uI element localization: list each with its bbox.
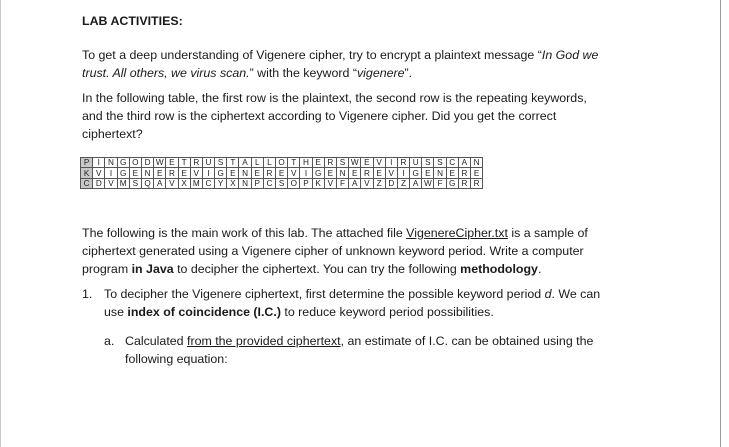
- keyword-cell: V: [288, 168, 300, 178]
- keyword-cell: N: [141, 168, 153, 178]
- plaintext-cell: S: [215, 158, 227, 168]
- plaintext-cell: T: [288, 158, 300, 168]
- keyword-cell: N: [336, 168, 348, 178]
- ciphertext-cell: C: [202, 178, 214, 188]
- plaintext-cell: O: [276, 158, 288, 168]
- ciphertext-cell: W: [422, 178, 434, 188]
- keyword-cell: R: [166, 168, 178, 178]
- ciphertext-cell: M: [190, 178, 202, 188]
- plaintext-cell: V: [373, 158, 385, 168]
- ciphertext-cell: Z: [397, 178, 409, 188]
- sub-item-letter-a: a.: [104, 334, 115, 348]
- ciphertext-cell: Y: [215, 178, 227, 188]
- ciphertext-cell: D: [385, 178, 397, 188]
- plaintext-message-part2: trust. All others, we virus scan.: [82, 66, 250, 80]
- plaintext-cell: D: [141, 158, 153, 168]
- main-work-line-2: ciphertext generated using a Vigenere cipher of unknown keyword period. Write a computer: [82, 244, 584, 258]
- plaintext-cell: N: [105, 158, 117, 168]
- plaintext-cell: O: [129, 158, 141, 168]
- plaintext-cell: A: [239, 158, 251, 168]
- ciphertext-cell: F: [336, 178, 348, 188]
- keyword-cell: I: [300, 168, 312, 178]
- page-right-edge: [720, 0, 721, 447]
- intro-text: To get a deep understanding of Vigenere cipher, try to encrypt a plaintext message “: [82, 48, 542, 62]
- section-heading: LAB ACTIVITIES:: [82, 14, 183, 28]
- plaintext-cell: S: [336, 158, 348, 168]
- plaintext-cell: I: [385, 158, 397, 168]
- keyword-text: vigenere: [356, 66, 405, 80]
- ciphertext-cell: V: [324, 178, 336, 188]
- list-item-1: [104, 285, 600, 321]
- plaintext-row: [81, 158, 483, 168]
- sub-item-a: [125, 332, 593, 368]
- main-work-text-2: is a sample of: [507, 226, 588, 240]
- in-java-emphasis: in Java: [131, 262, 174, 276]
- ciphertext-cell: N: [239, 178, 251, 188]
- keyword-cell: R: [361, 168, 373, 178]
- keyword-cell: E: [422, 168, 434, 178]
- keyword-cell: G: [117, 168, 129, 178]
- ciphertext-cell: Q: [141, 178, 153, 188]
- plaintext-cell: T: [227, 158, 239, 168]
- main-work-line-3: program: [82, 262, 132, 276]
- file-link[interactable]: VigenereCipher.txt: [406, 226, 508, 240]
- ic-emphasis: index of coincidence (I.C.): [127, 305, 281, 319]
- main-work-line-3b: to decipher the ciphertext. You can try the following: [173, 262, 461, 276]
- keyword-cell: V: [385, 168, 397, 178]
- list-item-1-text-2: . We can: [551, 287, 601, 301]
- plaintext-cell: S: [422, 158, 434, 168]
- ciphertext-cell: P: [300, 178, 312, 188]
- ciphertext-cell: V: [361, 178, 373, 188]
- ciphertext-cell: R: [458, 178, 470, 188]
- plaintext-cell: E: [361, 158, 373, 168]
- keyword-cell: I: [105, 168, 117, 178]
- row-label: C: [81, 178, 93, 188]
- vigenere-cipher-table: [80, 157, 483, 189]
- intro-paragraph: [82, 46, 598, 82]
- table-intro-line-1: In the following table, the first row is the plaintext, the second row is the repeating keywords,: [82, 91, 587, 105]
- ciphertext-cell: V: [166, 178, 178, 188]
- keyword-cell: G: [312, 168, 324, 178]
- intro-text-3: ”.: [404, 66, 413, 80]
- keyword-cell: E: [227, 168, 239, 178]
- plaintext-cell: W: [349, 158, 361, 168]
- ciphertext-cell: A: [349, 178, 361, 188]
- keyword-cell: V: [93, 168, 105, 178]
- keyword-cell: R: [263, 168, 275, 178]
- plaintext-cell: N: [471, 158, 483, 168]
- ciphertext-cell: X: [227, 178, 239, 188]
- plaintext-cell: R: [397, 158, 409, 168]
- ciphertext-cell: A: [410, 178, 422, 188]
- plaintext-cell: I: [93, 158, 105, 168]
- keyword-cell: E: [471, 168, 483, 178]
- ciphertext-cell: S: [276, 178, 288, 188]
- ciphertext-cell: M: [117, 178, 129, 188]
- keyword-cell: G: [215, 168, 227, 178]
- sub-item-a-line-2: following equation:: [125, 352, 228, 366]
- ciphertext-cell: D: [93, 178, 105, 188]
- keyword-cell: E: [349, 168, 361, 178]
- intro-text-2: ” with the keyword “: [249, 66, 357, 80]
- table-intro-line-3: ciphertext?: [82, 127, 143, 141]
- keyword-cell: E: [324, 168, 336, 178]
- list-item-1-line-2b: to reduce keyword period possibilities.: [280, 305, 494, 319]
- ciphertext-cell: Z: [373, 178, 385, 188]
- sub-item-a-text: Calculated: [125, 334, 187, 348]
- plaintext-cell: S: [434, 158, 446, 168]
- keyword-cell: I: [202, 168, 214, 178]
- keyword-cell: N: [239, 168, 251, 178]
- keyword-cell: E: [129, 168, 141, 178]
- sub-item-a-text-2: , an estimate of I.C. can be obtained using the: [340, 334, 594, 348]
- ciphertext-cell: R: [471, 178, 483, 188]
- plaintext-cell: L: [251, 158, 263, 168]
- main-work-text: The following is the main work of this lab. The attached file: [82, 226, 407, 240]
- ciphertext-cell: G: [446, 178, 458, 188]
- keyword-cell: E: [154, 168, 166, 178]
- ciphertext-cell: V: [105, 178, 117, 188]
- plaintext-message-part1: In God we: [541, 48, 599, 62]
- page-left-edge: [0, 0, 1, 447]
- list-item-1-line-2: use: [104, 305, 128, 319]
- keyword-cell: E: [178, 168, 190, 178]
- plaintext-cell: H: [300, 158, 312, 168]
- ciphertext-cell: O: [288, 178, 300, 188]
- table-intro-paragraph: [82, 89, 587, 143]
- keyword-cell: I: [397, 168, 409, 178]
- keyword-cell: E: [251, 168, 263, 178]
- ciphertext-cell: F: [434, 178, 446, 188]
- main-work-paragraph: [82, 224, 588, 278]
- plaintext-cell: U: [410, 158, 422, 168]
- ciphertext-cell: K: [312, 178, 324, 188]
- plaintext-cell: A: [458, 158, 470, 168]
- keyword-cell: R: [458, 168, 470, 178]
- period-variable: d: [544, 287, 552, 301]
- table-intro-line-2: and the third row is the ciphertext according to Vigenere cipher. Did you get the correct: [82, 109, 557, 123]
- ciphertext-cell: C: [263, 178, 275, 188]
- ciphertext-cell: A: [154, 178, 166, 188]
- keyword-row: [81, 168, 483, 178]
- plaintext-cell: W: [154, 158, 166, 168]
- plaintext-cell: G: [117, 158, 129, 168]
- ciphertext-cell: X: [178, 178, 190, 188]
- keyword-cell: V: [190, 168, 202, 178]
- list-number-1: 1.: [82, 287, 93, 301]
- plaintext-cell: C: [446, 158, 458, 168]
- plaintext-cell: R: [324, 158, 336, 168]
- methodology-emphasis: methodology: [460, 262, 538, 276]
- ciphertext-row: [81, 178, 483, 188]
- provided-ciphertext-underline: from the provided ciphertext: [187, 334, 341, 348]
- plaintext-cell: E: [166, 158, 178, 168]
- plaintext-cell: E: [312, 158, 324, 168]
- main-work-period: .: [537, 262, 542, 276]
- plaintext-cell: R: [190, 158, 202, 168]
- plaintext-cell: L: [263, 158, 275, 168]
- keyword-cell: E: [446, 168, 458, 178]
- ciphertext-cell: S: [129, 178, 141, 188]
- list-item-1-text: To decipher the Vigenere ciphertext, first determine the possible keyword period: [104, 287, 545, 301]
- row-label: K: [81, 168, 93, 178]
- row-label: P: [81, 158, 93, 168]
- keyword-cell: N: [434, 168, 446, 178]
- plaintext-cell: T: [178, 158, 190, 168]
- keyword-cell: E: [373, 168, 385, 178]
- keyword-cell: E: [276, 168, 288, 178]
- plaintext-cell: U: [202, 158, 214, 168]
- keyword-cell: G: [410, 168, 422, 178]
- ciphertext-cell: P: [251, 178, 263, 188]
